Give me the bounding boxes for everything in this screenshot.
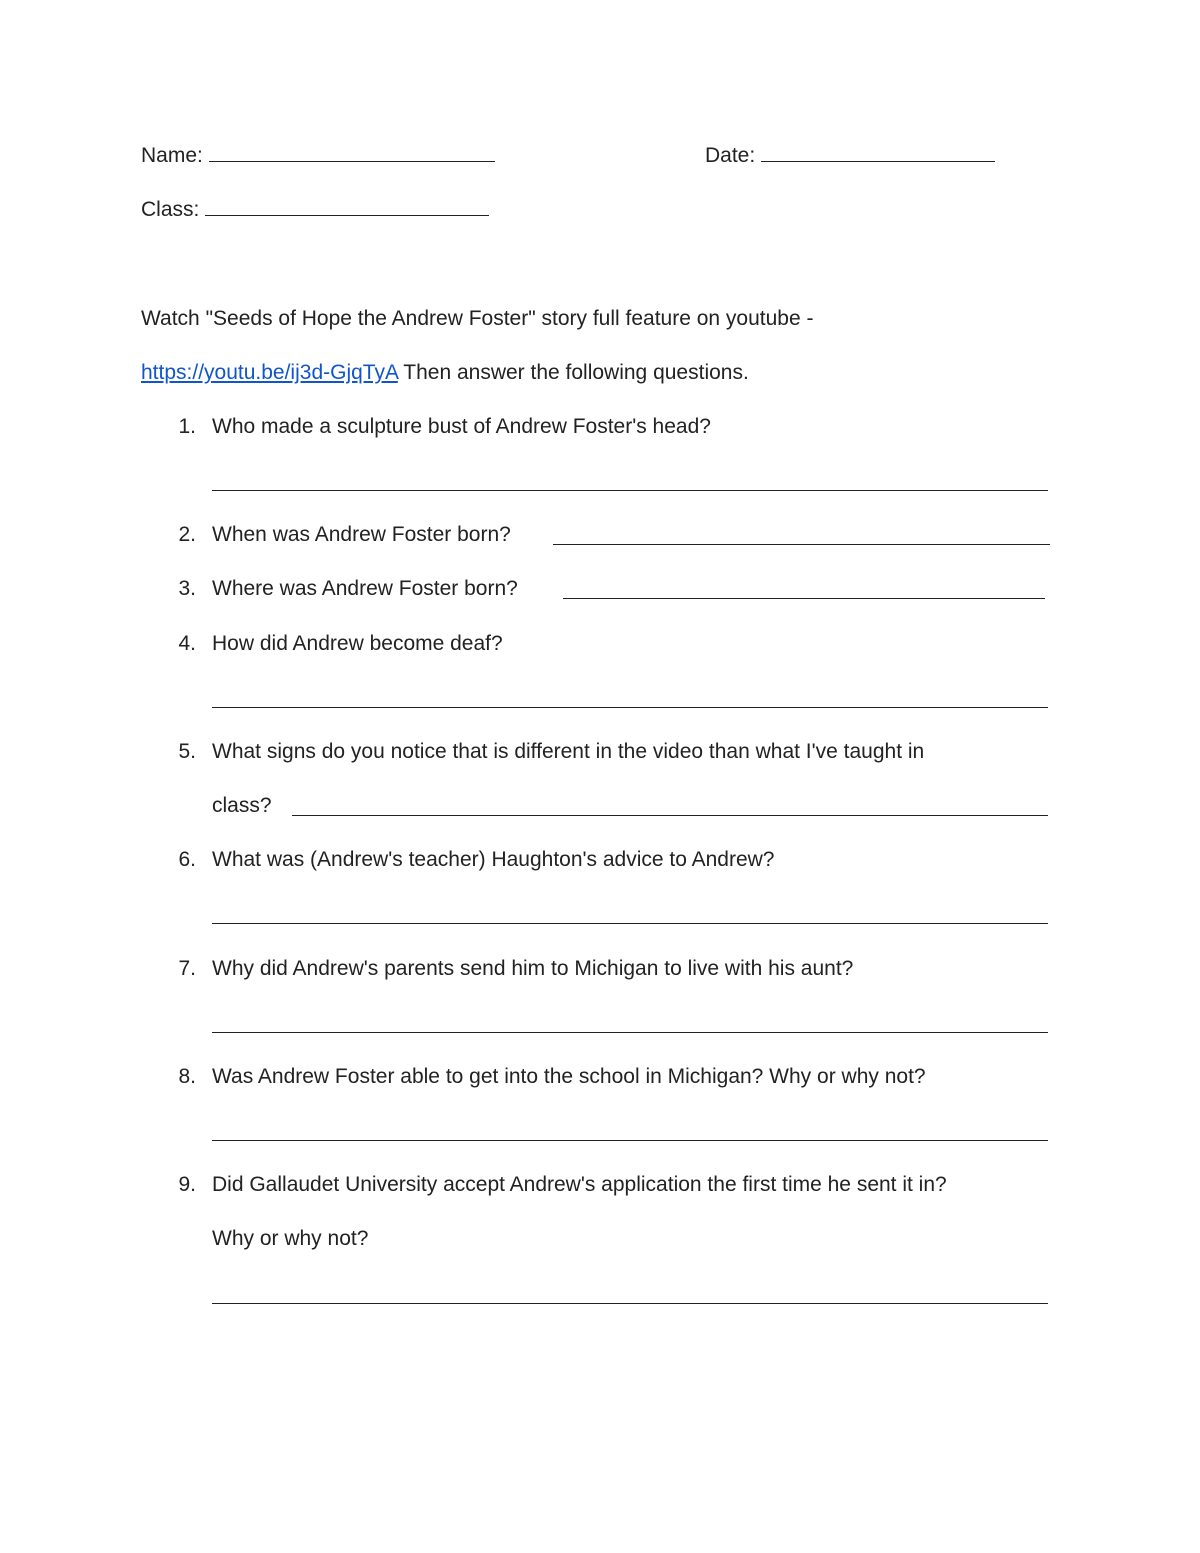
instructions-rest: Then answer the following questions. <box>397 361 749 384</box>
class-field[interactable] <box>141 197 489 223</box>
answer-line[interactable] <box>212 490 1048 491</box>
question-number: 8. <box>178 1065 196 1088</box>
class-label: Class: <box>141 198 200 221</box>
name-field[interactable] <box>141 143 495 169</box>
answer-line[interactable] <box>563 598 1045 599</box>
answer-line[interactable] <box>292 815 1048 816</box>
class-blank[interactable] <box>205 197 489 216</box>
question-text-continued: class? <box>212 794 272 817</box>
answer-line[interactable] <box>553 544 1050 545</box>
name-blank[interactable] <box>209 143 495 162</box>
youtube-link[interactable]: https://youtu.be/ij3d-GjqTyA <box>141 361 398 384</box>
question-text: What was (Andrew's teacher) Haughton's advice to Andrew? <box>212 848 775 871</box>
question-text: How did Andrew become deaf? <box>212 632 503 655</box>
question-number: 9. <box>178 1173 196 1196</box>
instructions-line-1: Watch "Seeds of Hope the Andrew Foster" story full feature on youtube - <box>141 307 814 330</box>
date-blank[interactable] <box>761 143 995 162</box>
question-number: 2. <box>178 523 196 546</box>
question-number: 5. <box>178 740 196 763</box>
question-number: 6. <box>178 848 196 871</box>
question-text: Did Gallaudet University accept Andrew's application the first time he sent it in? <box>212 1173 947 1196</box>
question-text: When was Andrew Foster born? <box>212 523 511 546</box>
answer-line[interactable] <box>212 1303 1048 1304</box>
question-text-continued: Why or why not? <box>212 1227 369 1250</box>
instructions-line-2 <box>141 360 749 386</box>
answer-line[interactable] <box>212 1140 1048 1141</box>
question-text: What signs do you notice that is different in the video than what I've taught in <box>212 740 925 763</box>
date-field[interactable] <box>705 143 995 169</box>
date-label: Date: <box>705 144 756 167</box>
question-text: Why did Andrew's parents send him to Michigan to live with his aunt? <box>212 957 854 980</box>
question-number: 3. <box>178 577 196 600</box>
answer-line[interactable] <box>212 923 1048 924</box>
question-text: Who made a sculpture bust of Andrew Foster's head? <box>212 415 711 438</box>
answer-line[interactable] <box>212 707 1048 708</box>
question-number: 4. <box>178 632 196 655</box>
name-label: Name: <box>141 144 203 167</box>
question-number: 7. <box>178 957 196 980</box>
question-text: Was Andrew Foster able to get into the school in Michigan? Why or why not? <box>212 1065 926 1088</box>
answer-line[interactable] <box>212 1032 1048 1033</box>
question-number: 1. <box>178 415 196 438</box>
question-text: Where was Andrew Foster born? <box>212 577 518 600</box>
